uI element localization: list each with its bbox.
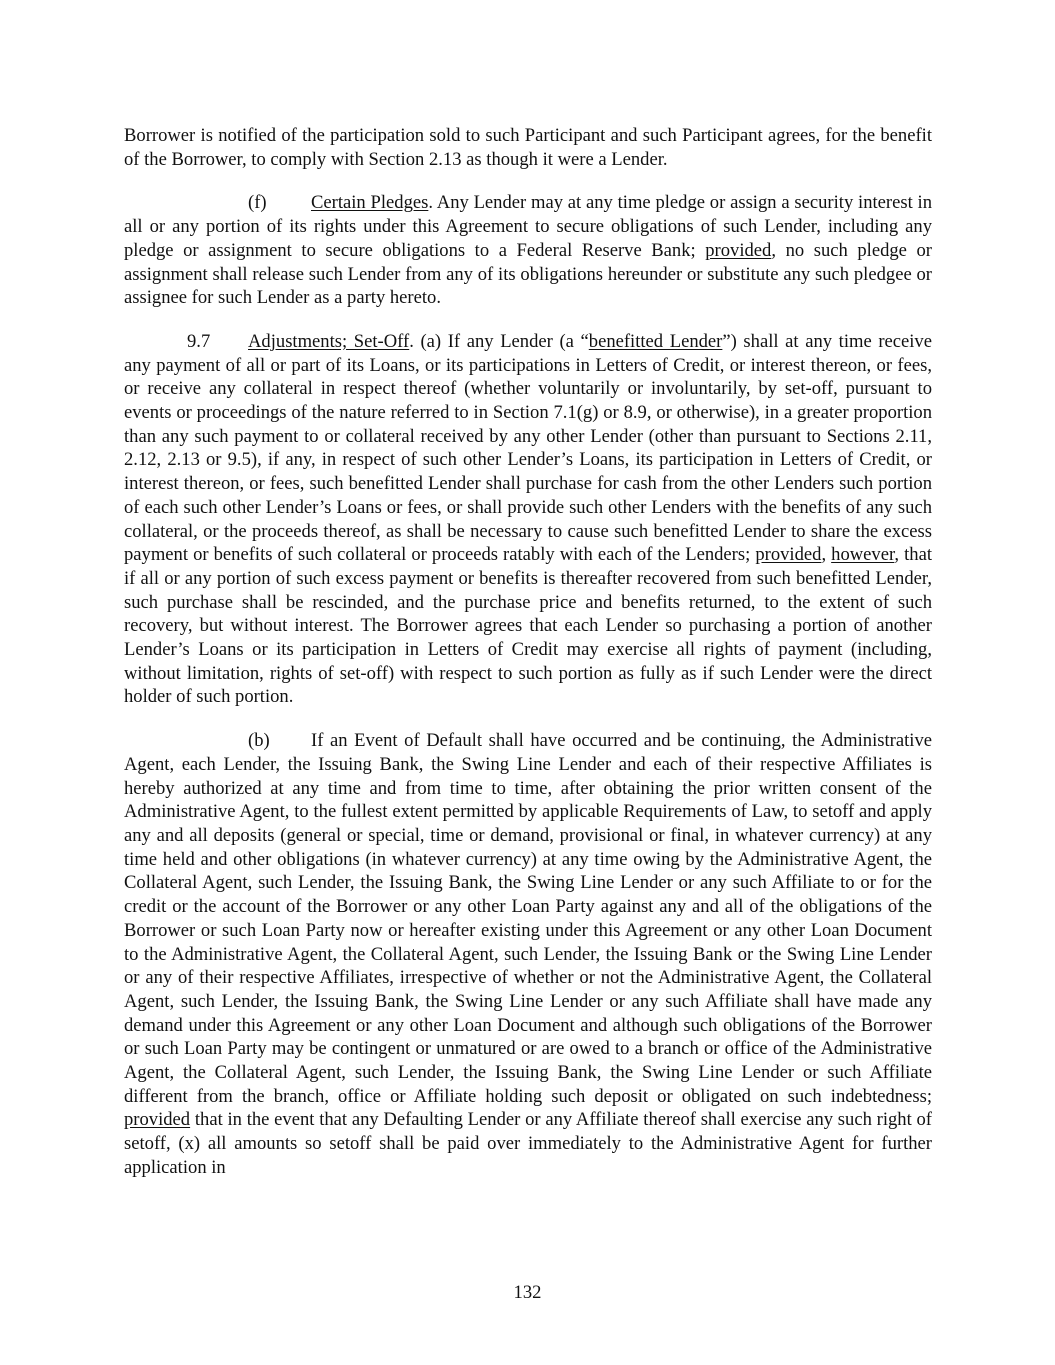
continuation-text: Borrower is notified of the participation sold to such Participant and such Participant agrees, for the benefit of the Borrower, to comply with Section 2.13 as though it were a Lender. xyxy=(124,125,932,170)
subsection-f-text-rest: , no such pledge or assignment shall release such Lender from any of its obligations hereunder or substitute any such pledgee or assignee for such Lender as a party hereto. xyxy=(124,239,932,309)
subsection-f xyxy=(124,191,932,310)
section-intro: . (a) If any Lender (a “ xyxy=(409,330,589,352)
page-number: 132 xyxy=(513,1282,542,1303)
however-term: however xyxy=(831,544,895,566)
subsection-f-text: . Any Lender may at any time pledge or assign a security interest in all or any portion of its rights under this Agreement to secure obligations of such Lender, including any pledge or assignment to secure obligations to a Federal Reserve Bank; xyxy=(124,192,933,261)
subsection-b-label: (b) xyxy=(248,730,270,752)
subsection-b-text: If an Event of Default shall have occurred and be continuing, the Administrative Agent, each Lender, the Issuing Bank, the Swing Line Lender and each of their respective Affiliates is hereby authorized at any time and from time to time, after obtaining the prior written consent of the Administrative Agent, to the fullest extent permitted by applicable Requirements of Law, to setoff and apply any and all deposits (general or special, time or demand, provisional or final, in whatever currency) at any time held and other obligations (in whatever currency) at any time owing by the Administrative Agent, the Collateral Agent, such Lender, the Issuing Bank, the Swing Line Lender or any such Affiliate to or for the credit or the account of the Borrower or any other Loan Party against any and all of the obligations of the Borrower or such Loan Party now or hereafter existing under this Agreement or any other Loan Document to the Administrative Agent, the Collateral Agent, such Lender, the Issuing Bank or the Swing Line Lender or any of their respective Affiliates, irrespective of whether or not the Administrative Agent, the Collateral Agent, such Lender, the Issuing Bank, the Swing Line Lender or any such Affiliate shall have made any demand under this Agreement or any other Loan Document and although such obligations of the Borrower or such Loan Party may be contingent or unmatured or are owed to a branch or office of the Administrative Agent, the Collateral Agent, such Lender, the Issuing Bank, the Swing Line Lender or such Affiliate different from the branch, office or Affiliate holding such deposit or obligated on such indebtedness; xyxy=(124,730,932,1107)
provided-term: provided xyxy=(755,544,822,566)
separator: , xyxy=(821,544,832,566)
section-heading: Adjustments; Set-Off xyxy=(248,330,410,352)
provided-term: provided xyxy=(124,1109,191,1131)
body-text xyxy=(124,124,932,1200)
subsection-b xyxy=(124,729,932,1179)
section-text-rest: , that if all or any portion of such excess payment or benefits is thereafter recovered from such benefitted Lender, such purchase shall be rescinded, and the purchase price and benefits returned, to the extent of such recovery, but without interest. The Borrower agrees that each Lender so purchasing a portion of another Lender’s Loans or its participation in Letters of Credit may exercise all rights of payment (including, without limitation, rights of set-off) with respect to such portion as fully as if such Lender were the direct holder of such portion. xyxy=(124,544,932,708)
defined-term: benefitted Lender xyxy=(588,330,723,352)
subsection-f-label: (f) xyxy=(248,192,267,214)
section-9-7 xyxy=(124,330,932,709)
section-number: 9.7 xyxy=(187,330,211,352)
subsection-f-heading: Certain Pledges xyxy=(311,192,429,214)
subsection-b-text-rest: that in the event that any Defaulting Lender or any Affiliate thereof shall exercise any such right of setoff, (x) all amounts so setoff shall be paid over immediately to the Administrative Agent for further application in xyxy=(124,1109,932,1178)
section-text: ”) shall at any time receive any payment of all or part of its Loans, or its participations in Letters of Credit, or interest thereon, or fees, or receive any collateral in respect thereof (whether voluntarily or involuntarily, by set-off, pursuant to events or proceedings of the nature referred to in Section 7.1(g) or 8.9, or otherwise), in a greater proportion than any such payment to or collateral received by any other Lender (other than pursuant to Sections 2.11, 2.12, 2.13 or 9.5), if any, in respect of such other Lender’s Loans, its participation in Letters of Credit, or interest thereon, or fees, such benefitted Lender shall purchase for cash from the other Lenders such portion of each such other Lender’s Loans or fees, or shall provide such other Lenders with the benefits of any such collateral, or the proceeds thereof, as shall be necessary to cause such benefitted Lender to share the excess payment or benefits of such collateral or proceeds ratably with each of the Lenders; xyxy=(124,330,932,566)
provided-term: provided xyxy=(705,239,772,261)
continuation-paragraph xyxy=(124,124,932,171)
